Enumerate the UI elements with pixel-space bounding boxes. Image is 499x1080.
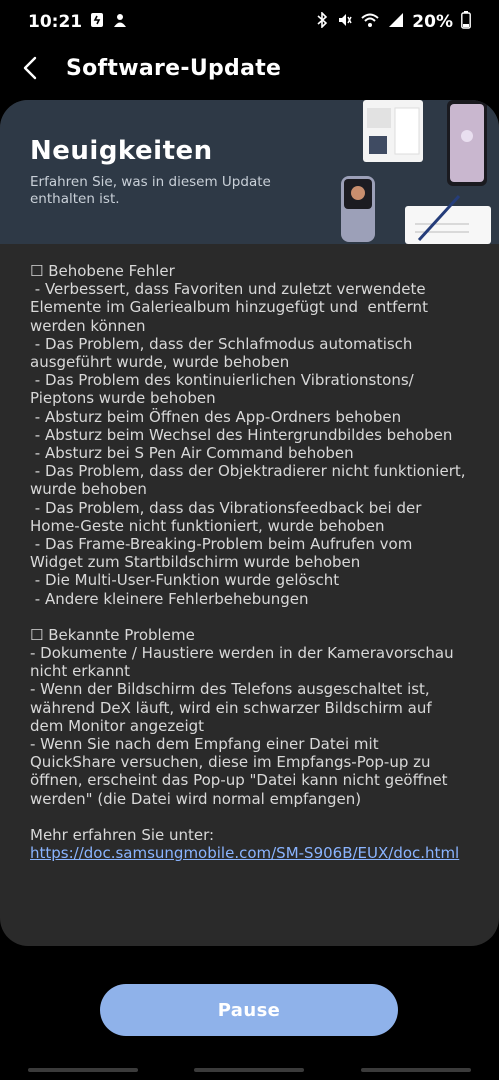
mute-icon	[336, 12, 352, 33]
more-info-label: Mehr erfahren Sie unter:	[30, 825, 215, 844]
list-item: - Das Problem, dass der Schlafmodus automatisch ausgeführt wurde, wurde behoben	[30, 334, 418, 372]
pause-button[interactable]: Pause	[100, 984, 398, 1036]
nav-home-handle[interactable]	[194, 1068, 304, 1072]
list-item: - Wenn Sie nach dem Empfang einer Datei mit QuickShare versuchen, diese im Empfangs-Pop-up zu öffnen, erscheint das Pop-up "Datei kann nicht geöffnet werden" (die Datei wird normal empfangen)	[30, 735, 453, 808]
page-title: Software-Update	[66, 55, 282, 81]
list-item: - Wenn der Bildschirm des Telefons ausgeschaltet ist, während DeX läuft, wird ein schwarzer Bildschirm auf dem Monitor angezeigt	[30, 680, 437, 735]
sim-icon	[90, 12, 104, 33]
list-item: - Das Frame-Breaking-Problem beim Aufrufen vom Widget zum Startbildschirm wurde behoben	[30, 535, 418, 572]
signal-icon	[388, 12, 404, 33]
battery-percent: 20%	[412, 12, 453, 32]
notification-icon	[112, 12, 128, 33]
known-issues-header: ☐ Bekannte Probleme	[30, 625, 195, 644]
wifi-icon	[360, 12, 380, 33]
bluetooth-icon	[316, 12, 328, 33]
list-item: - Das Problem, dass das Vibrationsfeedback bei der Home-Geste nicht funktioniert, wurde behoben	[30, 498, 427, 535]
hero-banner	[0, 100, 499, 244]
list-item: - Andere kleinere Fehlerbehebungen	[30, 589, 309, 608]
clock: 10:21	[28, 12, 83, 32]
release-notes	[0, 244, 499, 862]
doc-link[interactable]: https://doc.samsungmobile.com/SM-S906B/EUX/doc.html	[30, 844, 460, 863]
list-item: - Dokumente / Haustiere werden in der Kameravorschau nicht erkannt	[30, 644, 459, 681]
hero-subtitle: Erfahren Sie, was in diesem Update enthalten ist.	[30, 174, 271, 207]
list-item: - Absturz bei S Pen Air Command behoben	[30, 444, 354, 463]
nav-recents-handle[interactable]	[28, 1068, 138, 1072]
list-item: - Absturz beim Öffnen des App-Ordners behoben	[30, 407, 402, 426]
fixed-bugs-header: ☐ Behobene Fehler	[30, 262, 175, 280]
device-illustration	[319, 100, 499, 244]
hero-title: Neuigkeiten	[30, 136, 213, 166]
battery-icon	[461, 11, 471, 34]
app-bar	[0, 44, 499, 92]
release-notes-card	[0, 100, 499, 946]
nav-back-handle[interactable]	[361, 1068, 471, 1072]
chevron-left-icon	[23, 56, 37, 80]
status-bar	[0, 0, 499, 44]
back-button[interactable]	[0, 44, 60, 92]
list-item: - Absturz beim Wechsel des Hintergrundbildes behoben	[30, 425, 453, 444]
navigation-bar	[0, 1060, 499, 1080]
list-item: - Das Problem des kontinuierlichen Vibrationstons/ Pieptons wurde behoben	[30, 371, 419, 408]
list-item: - Die Multi-User-Funktion wurde gelöscht	[30, 571, 340, 590]
list-item: - Verbessert, dass Favoriten und zuletzt verwendete Elemente im Galeriealbum hinzugefügt und entfernt werden können	[30, 280, 433, 335]
list-item: - Das Problem, dass der Objektradierer nicht funktioniert, wurde behoben	[30, 462, 471, 499]
